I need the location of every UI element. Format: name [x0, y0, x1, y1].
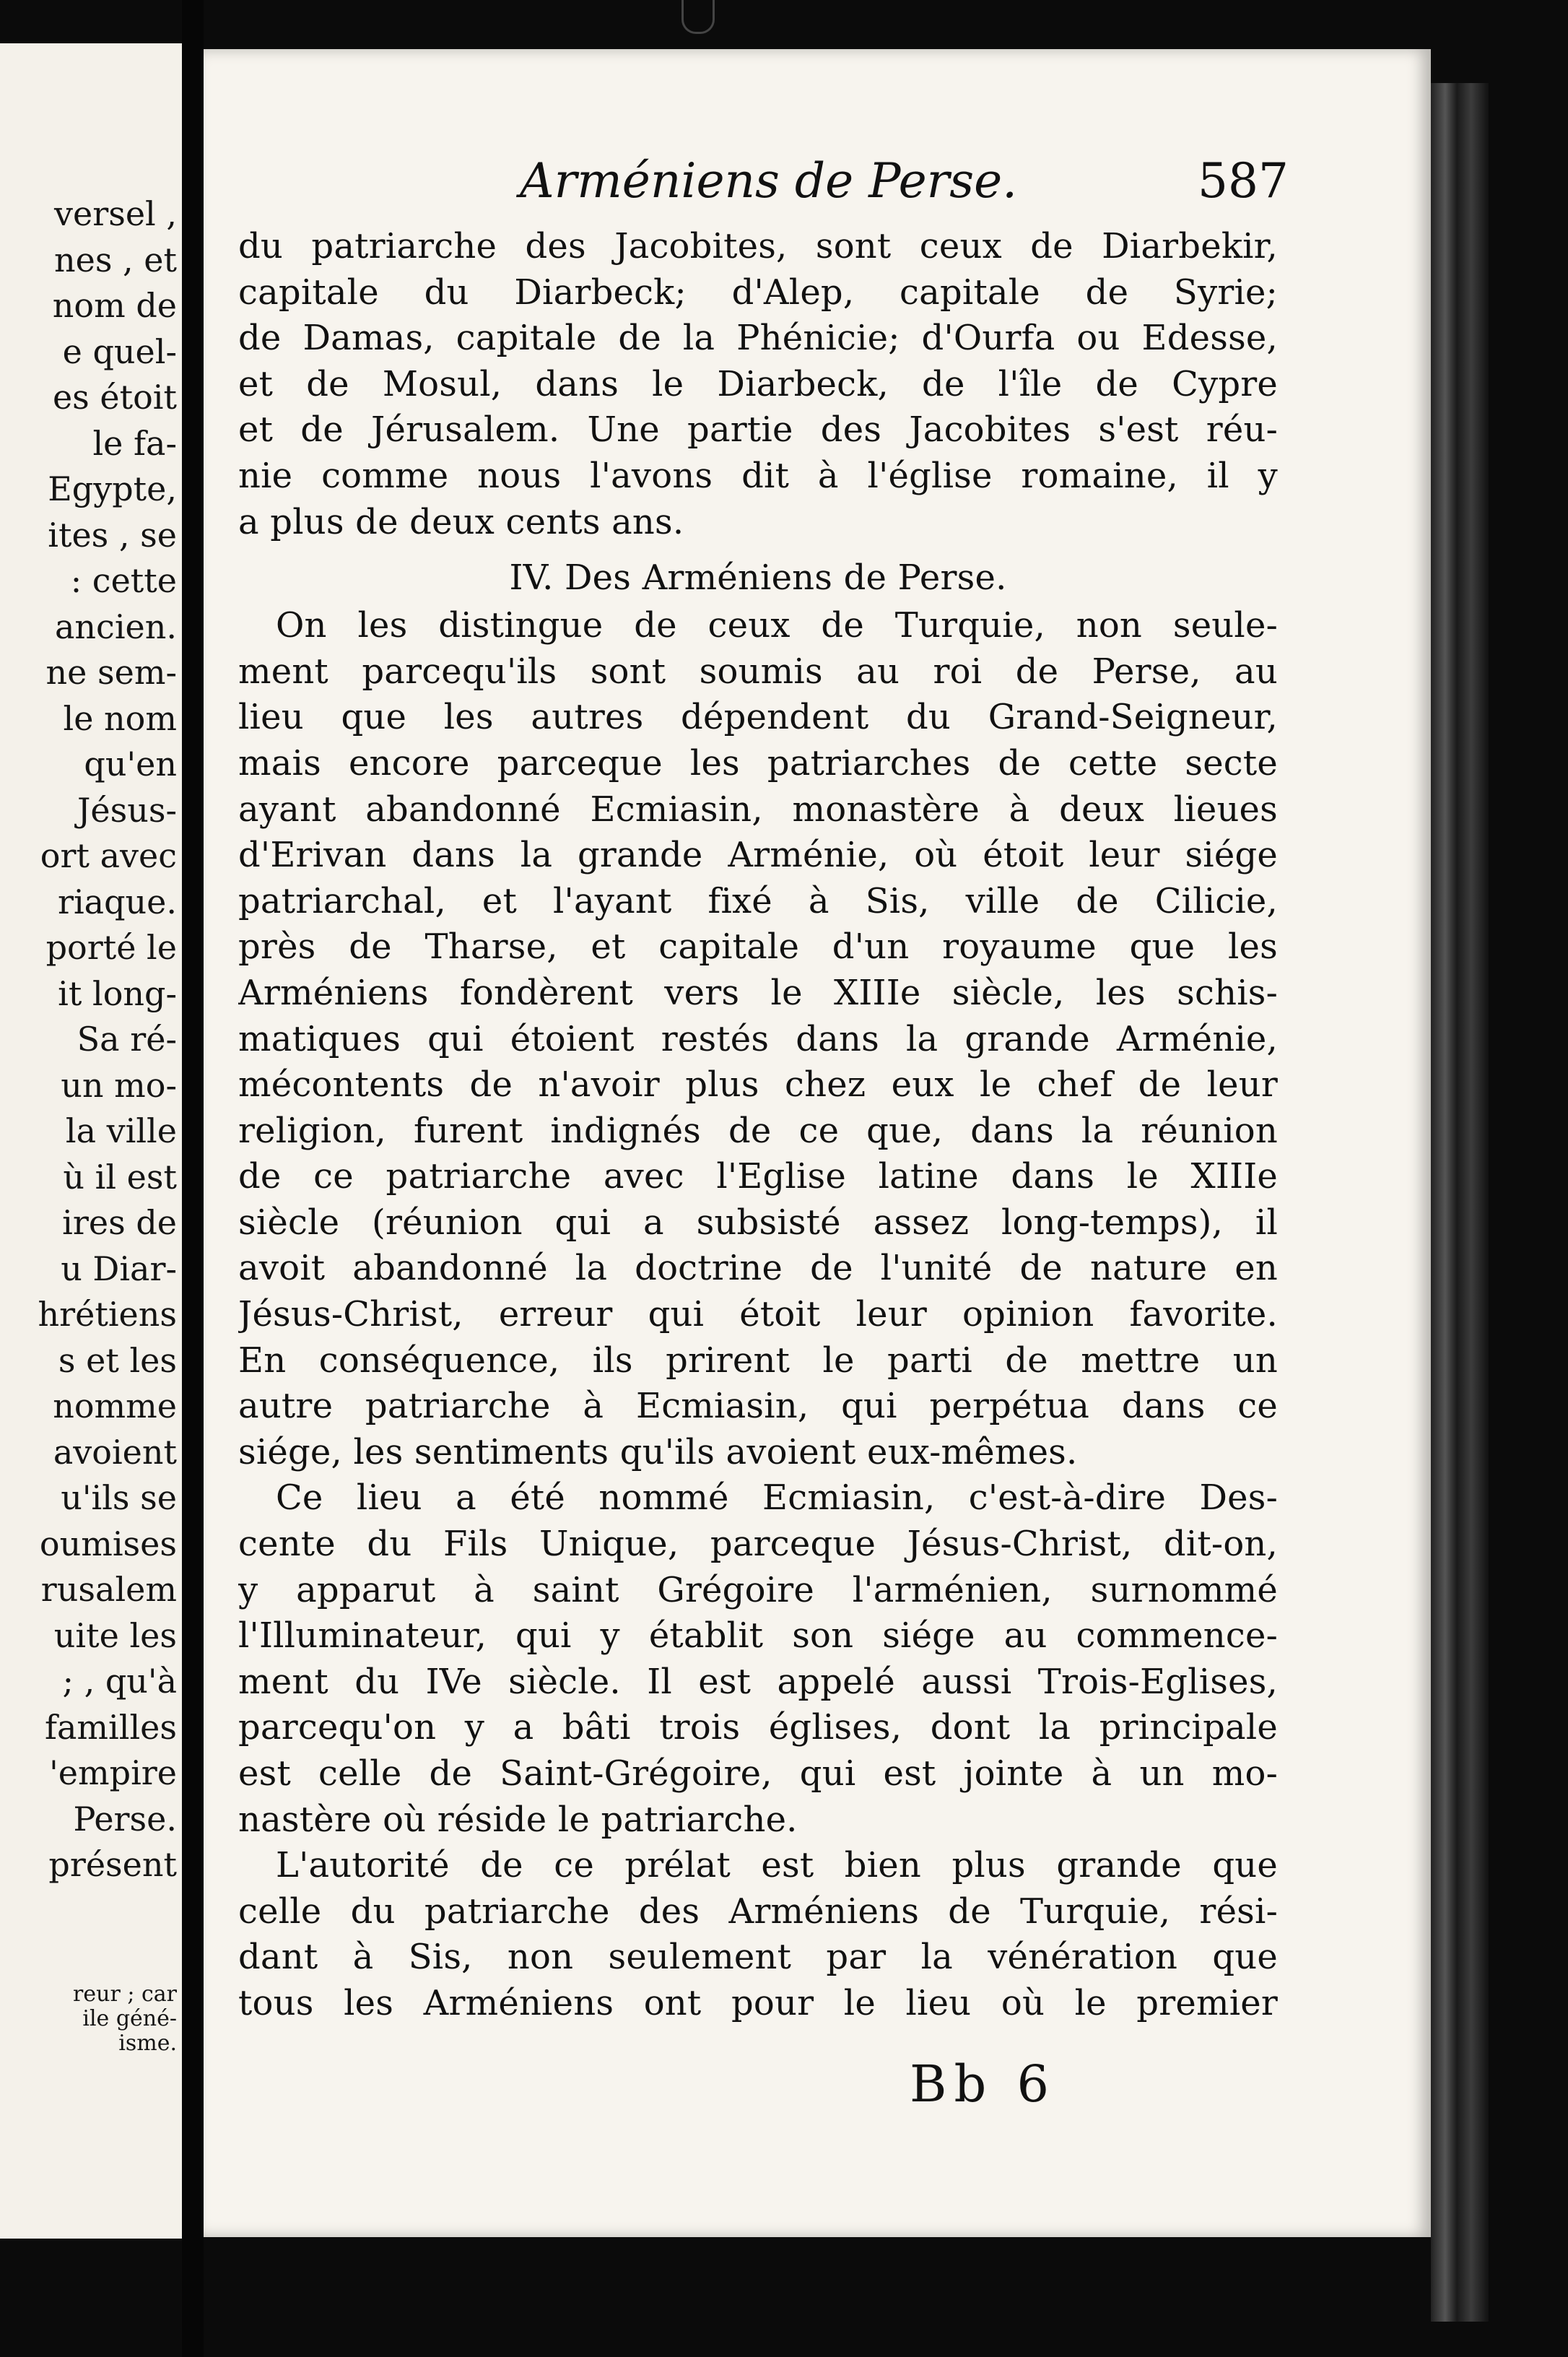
left-page-line: Perse.: [73, 1799, 177, 1839]
text-line: matiques qui étoient restés dans la grande Arménie,: [238, 1018, 1278, 1059]
left-page-line: la ville: [65, 1111, 177, 1150]
left-page-line: u'ils se: [61, 1478, 177, 1517]
running-head-title: Arméniens de Perse.: [520, 153, 1018, 209]
left-page-line: nom de: [52, 286, 177, 325]
text-line: nastère où réside le patriarche.: [238, 1799, 798, 1840]
text-line: l'Illuminateur, qui y établit son siége au commence-: [238, 1615, 1278, 1657]
left-page-line: ites , se: [48, 515, 177, 555]
left-page-line: porté le: [45, 928, 177, 967]
text-line: Arméniens fondèrent vers le XIIIe siècle, les schis-: [238, 972, 1278, 1013]
text-line: avoit abandonné la doctrine de l'unité de nature en: [238, 1248, 1278, 1289]
left-page-line: rusalem: [40, 1570, 177, 1609]
left-page-line: hrétiens: [38, 1295, 177, 1334]
running-head: [303, 153, 1314, 211]
text-line: patriarchal, et l'ayant fixé à Sis, ville de Cilicie,: [238, 880, 1278, 921]
left-page-line: familles: [44, 1707, 177, 1747]
left-page-line: es étoit: [52, 378, 177, 417]
left-page-line: avoient: [53, 1432, 177, 1472]
left-page-line: ù il est: [63, 1157, 177, 1197]
left-page-line: ort avec: [40, 836, 177, 875]
binding-hole: [681, 0, 715, 34]
text-line: nie comme nous l'avons dit à l'église romaine, il y: [238, 455, 1278, 496]
text-line: autre patriarche à Ecmiasin, qui perpétua dans ce: [238, 1386, 1278, 1427]
text-line: ment du IVe siècle. Il est appelé aussi Trois-Eglises,: [238, 1661, 1278, 1702]
text-line: celle du patriarche des Arméniens de Turquie, rési-: [238, 1891, 1278, 1932]
left-page-line: u Diar-: [61, 1249, 177, 1288]
text-line: ment parcequ'ils sont soumis au roi de Perse, au: [238, 651, 1278, 692]
text-line: mécontents de n'avoir plus chez eux le chef de leur: [238, 1064, 1278, 1106]
left-page-line: s et les: [58, 1340, 177, 1380]
left-page-line: Egypte,: [48, 469, 177, 508]
left-page-note-line: ile géné-: [82, 2007, 177, 2031]
text-line: religion, furent indignés de ce que, dans la réunion: [238, 1110, 1278, 1151]
text-line: et de Jérusalem. Une partie des Jacobites s'est réu-: [238, 409, 1278, 451]
body-text: [238, 224, 1278, 2027]
text-line: siècle (réunion qui a subsisté assez long-temps), il: [238, 1202, 1278, 1243]
left-page-line: it long-: [58, 973, 177, 1013]
text-line: du patriarche des Jacobites, sont ceux de Diarbekir,: [238, 226, 1278, 266]
left-page-line: 'empire: [49, 1753, 177, 1792]
text-line: On les distingue de ceux de Turquie, non seule-: [276, 605, 1278, 646]
left-page-line: riaque.: [57, 882, 177, 921]
text-line: est celle de Saint-Grégoire, qui est jointe à un mo-: [238, 1753, 1278, 1794]
section-heading: IV. Des Arméniens de Perse.: [509, 557, 1007, 599]
text-line: a plus de deux cents ans.: [238, 501, 684, 542]
left-page-line: ; , qu'à: [62, 1662, 177, 1701]
text-line: siége, les sentiments qu'ils avoient eux-mêmes.: [238, 1431, 1078, 1472]
left-page-line: ancien.: [55, 607, 177, 646]
left-page-line: oumises: [39, 1524, 177, 1563]
text-line: de ce patriarche avec l'Eglise latine dans le XIIIe: [238, 1156, 1278, 1197]
text-line: mais encore parceque les patriarches de cette secte: [238, 742, 1278, 784]
left-page-line: Sa ré-: [77, 1020, 177, 1059]
left-page-line: le nom: [63, 698, 177, 738]
text-line: Jésus-Christ, erreur qui étoit leur opinion favorite.: [238, 1294, 1278, 1335]
text-line: et de Mosul, dans le Diarbeck, de l'île de Cypre: [238, 363, 1278, 404]
left-page-line: uite les: [53, 1615, 177, 1655]
left-page-line: ne sem-: [45, 653, 177, 692]
text-line: ayant abandonné Ecmiasin, monastère à deux lieues: [238, 789, 1278, 830]
text-line: En conséquence, ils prirent le parti de mettre un: [238, 1340, 1278, 1381]
signature-mark: Bb 6: [910, 2054, 1057, 2114]
text-line: tous les Arméniens ont pour le lieu où le premier: [238, 1982, 1278, 2023]
text-line: capitale du Diarbeck; d'Alep, capitale de Syrie;: [238, 272, 1278, 313]
left-page-footnotes: [0, 1982, 177, 2056]
text-line: L'autorité de ce prélat est bien plus grande que: [276, 1845, 1278, 1886]
left-page-line: : cette: [70, 561, 177, 600]
left-page-line: qu'en: [84, 745, 177, 784]
text-line: d'Erivan dans la grande Arménie, où étoit leur siége: [238, 835, 1278, 876]
page-number: 587: [1198, 153, 1289, 209]
left-page-line: présent: [48, 1845, 177, 1884]
text-line: Ce lieu a été nommé Ecmiasin, c'est-à-dire Des-: [276, 1477, 1278, 1519]
left-page-text: [0, 191, 177, 1888]
left-page-line: nomme: [53, 1386, 177, 1425]
page-edge: [1431, 83, 1489, 2322]
left-page-line: e quel-: [62, 331, 177, 371]
left-page-line: un mo-: [61, 1065, 177, 1105]
text-line: y apparut à saint Grégoire l'arménien, surnommé: [238, 1569, 1278, 1610]
left-page-line: nes , et: [53, 240, 177, 279]
text-line: lieu que les autres dépendent du Grand-Seigneur,: [238, 697, 1278, 738]
text-line: près de Tharse, et capitale d'un royaume que les: [238, 926, 1278, 968]
left-page-note-line: reur ; car: [73, 1982, 177, 2007]
left-facing-page: [0, 43, 182, 2239]
text-line: cente du Fils Unique, parceque Jésus-Christ, dit-on,: [238, 1524, 1278, 1565]
text-line: parcequ'on y a bâti trois églises, dont la principale: [238, 1707, 1278, 1748]
page-gutter: [182, 0, 204, 2357]
text-line: de Damas, capitale de la Phénicie; d'Ourfa ou Edesse,: [238, 318, 1278, 359]
text-line: dant à Sis, non seulement par la vénération que: [238, 1937, 1278, 1978]
left-page-line: versel ,: [54, 194, 177, 233]
left-page-note-line: isme.: [118, 2031, 177, 2056]
left-page-line: le fa-: [92, 423, 177, 463]
left-page-line: Jésus-: [77, 790, 177, 830]
left-page-line: ires de: [62, 1203, 177, 1242]
